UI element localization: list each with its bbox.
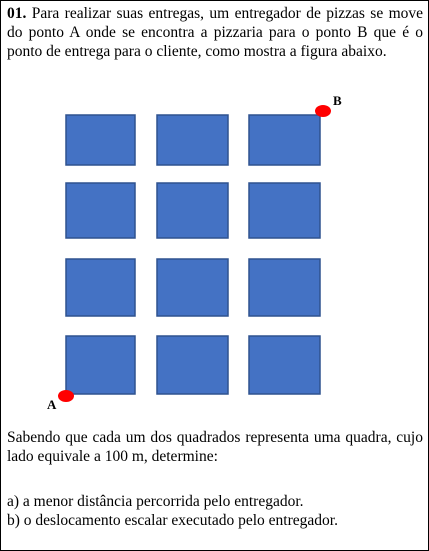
point-a-marker	[58, 390, 74, 402]
question-item-b: b) o deslocamento escalar executado pelo entregador.	[7, 512, 338, 529]
city-block	[66, 115, 135, 165]
city-block	[249, 336, 320, 394]
point-b-marker	[315, 105, 331, 117]
city-block	[249, 183, 320, 238]
point-b-label: B	[333, 93, 342, 108]
city-block	[249, 259, 320, 316]
city-block	[66, 183, 135, 238]
city-block	[157, 183, 228, 238]
city-block	[66, 259, 135, 316]
question-statement: Sabendo que cada um dos quadrados representa uma quadra, cujo lado equivale a 100 m, determine:	[7, 429, 423, 465]
city-block	[157, 336, 228, 394]
question-item-a: a) a menor distância percorrida pelo entregador.	[7, 493, 304, 510]
city-block	[157, 115, 228, 165]
city-block	[249, 115, 320, 165]
question-intro-text: Para realizar suas entregas, um entregador de pizzas se move do ponto A onde se encontra a pizzaria para o ponto B que é o ponto de entrega para o cliente, como mostra a figura abaixo.	[7, 5, 424, 60]
question-number: 01.	[7, 5, 27, 22]
city-block	[66, 336, 135, 394]
point-a-label: A	[47, 397, 57, 412]
city-block	[157, 259, 228, 316]
